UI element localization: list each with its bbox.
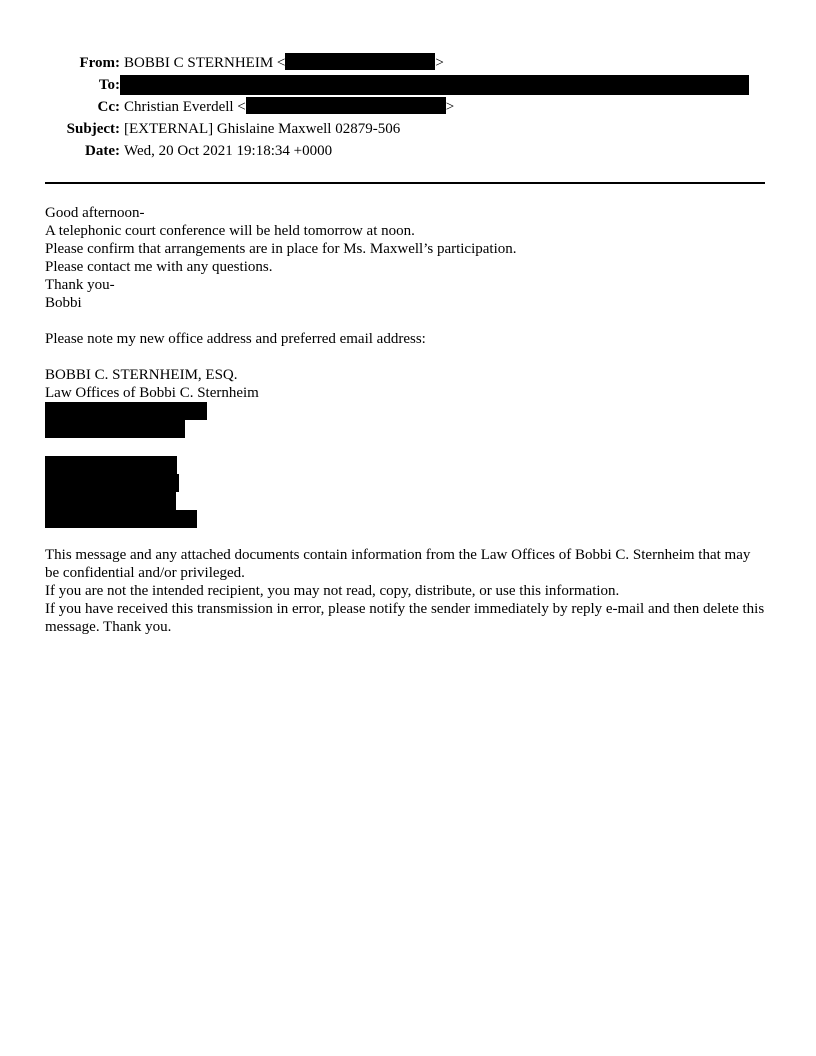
to-row — [0, 74, 816, 96]
spacer — [45, 438, 765, 456]
email-header — [0, 52, 816, 162]
redaction-row — [45, 456, 765, 474]
disclaimer-paragraph-2: If you are not the intended recipient, you may not read, copy, distribute, or use this information. — [45, 583, 620, 599]
subject-label: Subject: — [66, 121, 120, 137]
sender-short: Bobbi — [45, 295, 82, 311]
redaction-address-line-1 — [45, 402, 207, 420]
redaction-address-line-2 — [45, 420, 185, 438]
greeting: Good afternoon- — [45, 205, 145, 221]
cc-name: Christian Everdell < — [124, 99, 246, 115]
from-close: > — [435, 55, 444, 71]
cc-row — [0, 96, 816, 118]
disclaimer-paragraph-1: This message and any attached documents contain information from the Law Offices of Bobbi C. Sternheim that may be confidential and/or privileged. — [45, 547, 751, 581]
cc-label: Cc: — [97, 99, 120, 115]
body-line-2: Please confirm that arrangements are in place for Ms. Maxwell’s participation. — [45, 241, 517, 257]
cc-value — [124, 96, 454, 118]
from-value — [124, 52, 444, 74]
redaction-cc-email — [246, 97, 446, 114]
redaction-contact-line-4 — [45, 510, 197, 528]
from-label: From: — [79, 55, 120, 71]
redaction-contact-line-1 — [45, 456, 177, 474]
date-value: Wed, 20 Oct 2021 19:18:34 +0000 — [124, 143, 333, 159]
spacer — [45, 528, 765, 546]
body-line-3: Please contact me with any questions. — [45, 259, 273, 275]
address-note: Please note my new office address and preferred email address: — [45, 331, 426, 347]
email-body — [45, 204, 765, 636]
thanks-line: Thank you- — [45, 277, 115, 293]
subject-value: [EXTERNAL] Ghislaine Maxwell 02879-506 — [124, 121, 401, 137]
redaction-row — [45, 420, 765, 438]
redaction-contact-line-2 — [45, 474, 179, 492]
body-line-1: A telephonic court conference will be held tomorrow at noon. — [45, 223, 415, 239]
to-label: To: — [98, 77, 120, 93]
disclaimer-paragraph-3: If you have received this transmission in error, please notify the sender immediately by reply e-mail and then delete this message. Thank you. — [45, 601, 765, 635]
from-row — [0, 52, 816, 74]
redaction-from-email — [285, 53, 435, 70]
header-divider — [45, 182, 765, 184]
date-row — [0, 140, 816, 162]
redaction-row — [45, 474, 765, 492]
redaction-contact-line-3 — [45, 492, 176, 510]
spacer — [45, 312, 765, 330]
date-label: Date: — [85, 143, 120, 159]
cc-close: > — [445, 99, 455, 115]
redaction-row — [45, 402, 765, 420]
redaction-row — [45, 510, 765, 528]
signature-name: BOBBI C. STERNHEIM, ESQ. — [45, 367, 238, 383]
spacer — [45, 348, 765, 366]
from-name: BOBBI C STERNHEIM < — [124, 55, 286, 71]
subject-row — [0, 118, 816, 140]
redaction-to-recipients — [120, 75, 749, 95]
redaction-row — [45, 492, 765, 510]
signature-firm: Law Offices of Bobbi C. Sternheim — [45, 385, 259, 401]
